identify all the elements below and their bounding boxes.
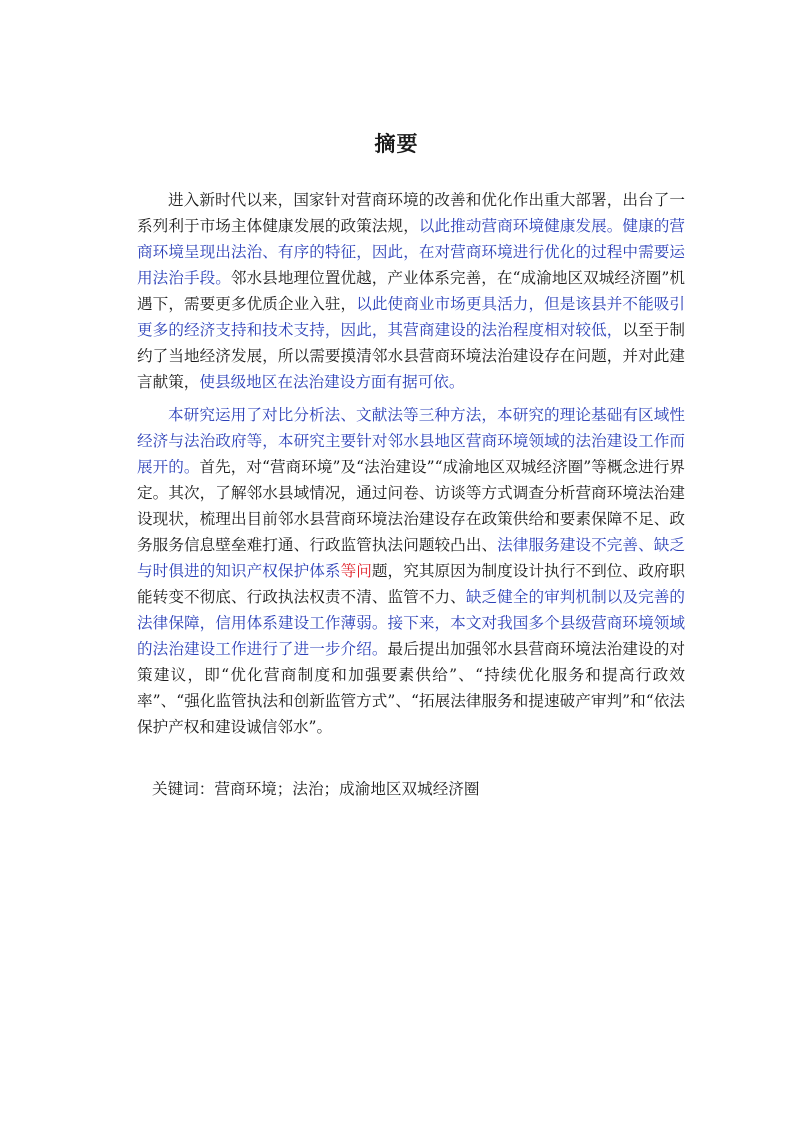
abstract-paragraph-1 [137,187,685,395]
text-segment: 本研究运用了对比分析法、文献法等三种方法，本研究的理论基础有区域性经济与法治政府等，本研究主要针对邻水县地区营商环境领域的法治建设工作而展开的。 [137,406,685,476]
text-segment: 最后提出加强邻水县营商环境法治建设的对策建议，即“优化营商制度和加强要素供给”、“持续优化服务和提高行政效率”、“强化监管执法和创新监管方式”、“拓展法律服务和提速破产审判”和“依法保护产权和建设诚信邻水”。 [137,640,685,736]
keywords-line: 关键词：营商环境；法治；成渝地区双城经济圈 [152,780,480,798]
text-segment: 首先，对“营商环境”及“法治建设”“成渝地区双城经济圈”等概念进行界定。其次，了解邻水县域情况，通过问卷、访谈等方式调查分析营商环境法治建设现状，梳理出目前邻水县营商环境法治建设存在政策供给和要素保障不足、政务服务信息壁垒难打通、行政监管执法问题较凸出、 [137,458,685,554]
abstract-paragraph-2 [137,402,685,740]
text-segment: 法律服务建设不完善、缺乏与时俱进的知识产权保护体系 [137,536,685,580]
text-segment: 以至于制约了当地经济发展，所以需要摸清邻水县营商环境法治建设存在问题，并对此建言献策， [137,321,685,391]
text-segment: 等问 [340,562,372,580]
text-segment: 以此推动营商环境健康发展。健康的营商环境呈现出法治、有序的特征，因此，在对营商环境进行优化的过程中需要运用法治手段。 [137,217,685,287]
text-segment: 以此使商业市场更具活力，但是该县并不能吸引更多的经济支持和技术支持，因此，其营商建设的法治程度相对较低， [137,295,685,339]
text-segment: 邻水县地理位置优越，产业体系完善，在“成渝地区双城经济圈”机遇下，需要更多优质企业入驻， [137,269,685,313]
text-segment: 使县级地区在法治建设方面有据可依。 [199,373,465,391]
page-title: 摘要 [374,132,419,156]
text-segment: 缺乏健全的审判机制以及完善的法律保障，信用体系建设工作薄弱。接下来，本文对我国多个县级营商环境领域的法治建设工作进行了进一步介绍。 [137,588,685,658]
text-segment: 题，究其原因为制度设计执行不到位、政府职能转变不彻底、行政执法权责不清、监管不力、 [137,562,685,606]
text-segment: 进入新时代以来，国家针对营商环境的改善和优化作出重大部署，出台了一系列利于市场主体健康发展的政策法规， [137,191,685,235]
